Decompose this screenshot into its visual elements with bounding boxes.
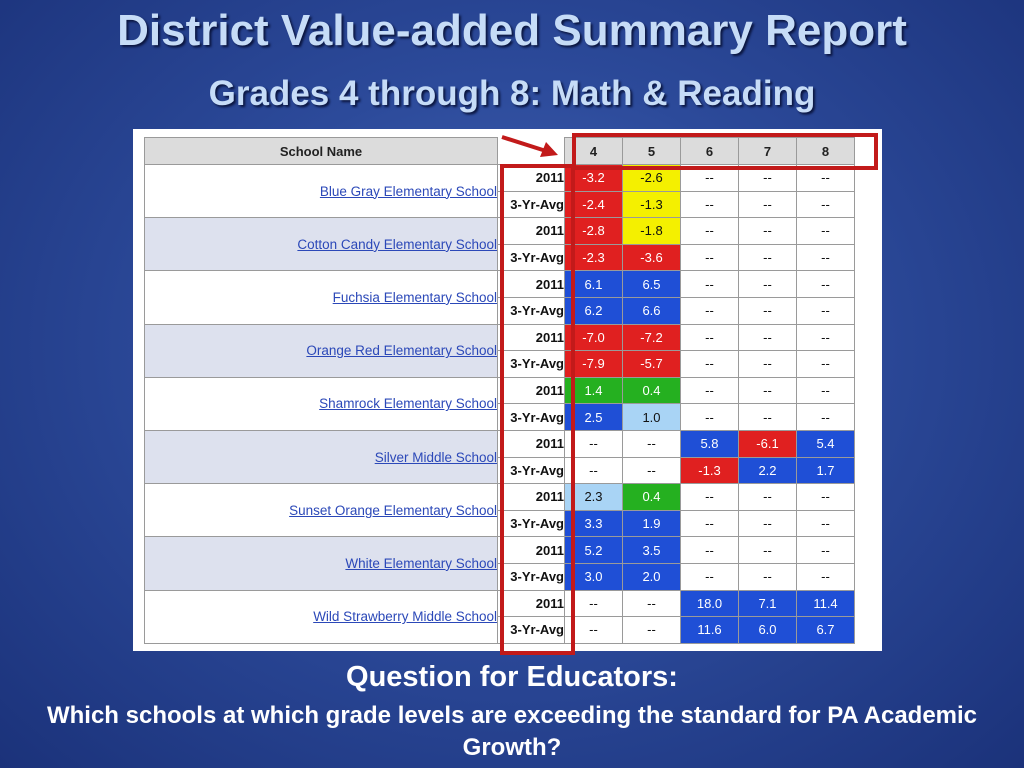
grade-header: 7 <box>739 138 797 165</box>
value-cell: -7.2 <box>623 324 681 351</box>
value-cell: -2.3 <box>565 244 623 271</box>
row-label: 2011 <box>498 537 565 564</box>
value-cell: -- <box>681 218 739 245</box>
value-cell: 3.0 <box>565 563 623 590</box>
value-cell: -- <box>739 510 797 537</box>
table-row <box>145 430 855 457</box>
row-label: 3-Yr-Avg <box>498 404 565 431</box>
value-cell: -2.8 <box>565 218 623 245</box>
value-cell: -- <box>739 537 797 564</box>
value-cell: -3.6 <box>623 244 681 271</box>
value-cell: 2.3 <box>565 484 623 511</box>
value-cell: -- <box>681 271 739 298</box>
grade-header: 8 <box>797 138 855 165</box>
value-cell: -2.6 <box>623 165 681 192</box>
report-panel <box>133 129 882 651</box>
school-name-cell <box>145 271 498 324</box>
school-link[interactable]: Fuchsia Elementary School <box>332 289 497 305</box>
value-cell: 6.7 <box>797 617 855 644</box>
row-label: 2011 <box>498 430 565 457</box>
row-label: 3-Yr-Avg <box>498 563 565 590</box>
value-cell: 1.9 <box>623 510 681 537</box>
value-cell: -3.2 <box>565 165 623 192</box>
value-cell: 2.2 <box>739 457 797 484</box>
value-cell: -- <box>797 351 855 378</box>
value-cell: -- <box>681 244 739 271</box>
value-cell: -- <box>739 191 797 218</box>
value-cell: 6.0 <box>739 617 797 644</box>
grade-header: 4 <box>565 138 623 165</box>
value-cell: -- <box>565 617 623 644</box>
value-cell: -- <box>739 351 797 378</box>
value-cell: -- <box>739 271 797 298</box>
value-cell: -- <box>681 165 739 192</box>
table-row <box>145 218 855 245</box>
table-row <box>145 165 855 192</box>
value-cell: 5.2 <box>565 537 623 564</box>
school-name-cell <box>145 537 498 590</box>
value-cell: -- <box>797 324 855 351</box>
value-cell: 2.0 <box>623 563 681 590</box>
value-cell: -- <box>797 297 855 324</box>
value-cell: -- <box>797 537 855 564</box>
value-cell: -- <box>681 297 739 324</box>
school-link[interactable]: Cotton Candy Elementary School <box>297 236 497 252</box>
row-label: 2011 <box>498 377 565 404</box>
value-cell: -- <box>739 377 797 404</box>
table-row <box>145 484 855 511</box>
value-cell: 1.4 <box>565 377 623 404</box>
school-name-cell <box>145 218 498 271</box>
value-cell: -- <box>565 590 623 617</box>
table-row <box>145 377 855 404</box>
grade-header: 5 <box>623 138 681 165</box>
value-cell: -- <box>681 324 739 351</box>
value-cell: 6.2 <box>565 297 623 324</box>
value-cell: -5.7 <box>623 351 681 378</box>
value-cell: -- <box>739 244 797 271</box>
row-label: 2011 <box>498 324 565 351</box>
row-label: 2011 <box>498 484 565 511</box>
value-cell: 11.6 <box>681 617 739 644</box>
value-cell: -- <box>681 377 739 404</box>
school-link[interactable]: Orange Red Elementary School <box>306 343 497 359</box>
row-label: 3-Yr-Avg <box>498 457 565 484</box>
value-cell: 3.3 <box>565 510 623 537</box>
row-label: 3-Yr-Avg <box>498 510 565 537</box>
value-cell: 5.8 <box>681 430 739 457</box>
value-cell: 6.5 <box>623 271 681 298</box>
value-cell: -- <box>797 404 855 431</box>
value-cell: 0.4 <box>623 377 681 404</box>
value-cell: 18.0 <box>681 590 739 617</box>
value-cell: -- <box>681 537 739 564</box>
grade-header: 6 <box>681 138 739 165</box>
value-cell: -- <box>739 563 797 590</box>
school-name-cell <box>145 430 498 483</box>
school-link[interactable]: Sunset Orange Elementary School <box>289 502 497 518</box>
value-cell: -- <box>739 484 797 511</box>
table-row <box>145 537 855 564</box>
question-heading: Question for Educators: <box>346 661 678 693</box>
value-cell: -- <box>739 297 797 324</box>
value-cell: -- <box>681 191 739 218</box>
value-cell: 3.5 <box>623 537 681 564</box>
value-cell: 0.4 <box>623 484 681 511</box>
school-name-cell <box>145 324 498 377</box>
row-label: 3-Yr-Avg <box>498 297 565 324</box>
row-label: 3-Yr-Avg <box>498 191 565 218</box>
value-cell: -7.0 <box>565 324 623 351</box>
slide-subtitle: Grades 4 through 8: Math & Reading <box>208 74 816 113</box>
value-cell: -- <box>797 510 855 537</box>
value-cell: 6.6 <box>623 297 681 324</box>
row-label: 2011 <box>498 165 565 192</box>
value-cell: -- <box>797 165 855 192</box>
school-name-cell <box>145 590 498 643</box>
school-link[interactable]: White Elementary School <box>345 555 497 571</box>
row-label: 3-Yr-Avg <box>498 244 565 271</box>
value-cell: 2.5 <box>565 404 623 431</box>
value-cell: -7.9 <box>565 351 623 378</box>
value-cell: -- <box>681 404 739 431</box>
value-cell: -- <box>797 484 855 511</box>
value-cell: -- <box>681 484 739 511</box>
value-cell: -- <box>797 218 855 245</box>
school-link[interactable]: Shamrock Elementary School <box>319 396 497 412</box>
table-row <box>145 590 855 617</box>
highlight-arrow-icon <box>500 133 564 161</box>
value-cell: -- <box>623 430 681 457</box>
school-link[interactable]: Silver Middle School <box>374 449 497 465</box>
value-cell: 5.4 <box>797 430 855 457</box>
value-cell: 7.1 <box>739 590 797 617</box>
value-cell: 1.0 <box>623 404 681 431</box>
table-row <box>145 271 855 298</box>
value-cell: 11.4 <box>797 590 855 617</box>
value-cell: -- <box>797 244 855 271</box>
value-cell: -1.3 <box>623 191 681 218</box>
school-link[interactable]: Wild Strawberry Middle School <box>313 609 497 625</box>
value-cell: -- <box>623 590 681 617</box>
school-link[interactable]: Blue Gray Elementary School <box>319 183 497 199</box>
value-cell: -- <box>797 271 855 298</box>
value-cell: -- <box>565 430 623 457</box>
value-added-table <box>144 137 855 644</box>
slide-title: District Value-added Summary Report <box>117 6 907 55</box>
value-cell: -- <box>681 351 739 378</box>
value-cell: -- <box>681 563 739 590</box>
value-cell: -- <box>739 165 797 192</box>
question-body: Which schools at which grade levels are exceeding the standard for PA Academic Growth? <box>46 702 978 761</box>
row-label: 3-Yr-Avg <box>498 351 565 378</box>
value-cell: -- <box>565 457 623 484</box>
row-label: 3-Yr-Avg <box>498 617 565 644</box>
school-name-cell <box>145 484 498 537</box>
value-cell: -1.8 <box>623 218 681 245</box>
value-cell: -- <box>797 191 855 218</box>
value-cell: -- <box>739 324 797 351</box>
school-name-cell <box>145 377 498 430</box>
school-name-cell <box>145 165 498 218</box>
value-cell: -6.1 <box>739 430 797 457</box>
value-cell: -- <box>797 377 855 404</box>
value-cell: -1.3 <box>681 457 739 484</box>
value-cell: -- <box>623 457 681 484</box>
value-cell: -- <box>623 617 681 644</box>
table-row <box>145 324 855 351</box>
row-label: 2011 <box>498 218 565 245</box>
value-cell: -- <box>797 563 855 590</box>
row-label: 2011 <box>498 590 565 617</box>
value-cell: -2.4 <box>565 191 623 218</box>
school-name-header: School Name <box>145 138 498 165</box>
value-cell: -- <box>739 218 797 245</box>
value-cell: -- <box>681 510 739 537</box>
value-cell: -- <box>739 404 797 431</box>
value-cell: 6.1 <box>565 271 623 298</box>
value-cell: 1.7 <box>797 457 855 484</box>
row-label: 2011 <box>498 271 565 298</box>
table-body <box>145 165 855 644</box>
